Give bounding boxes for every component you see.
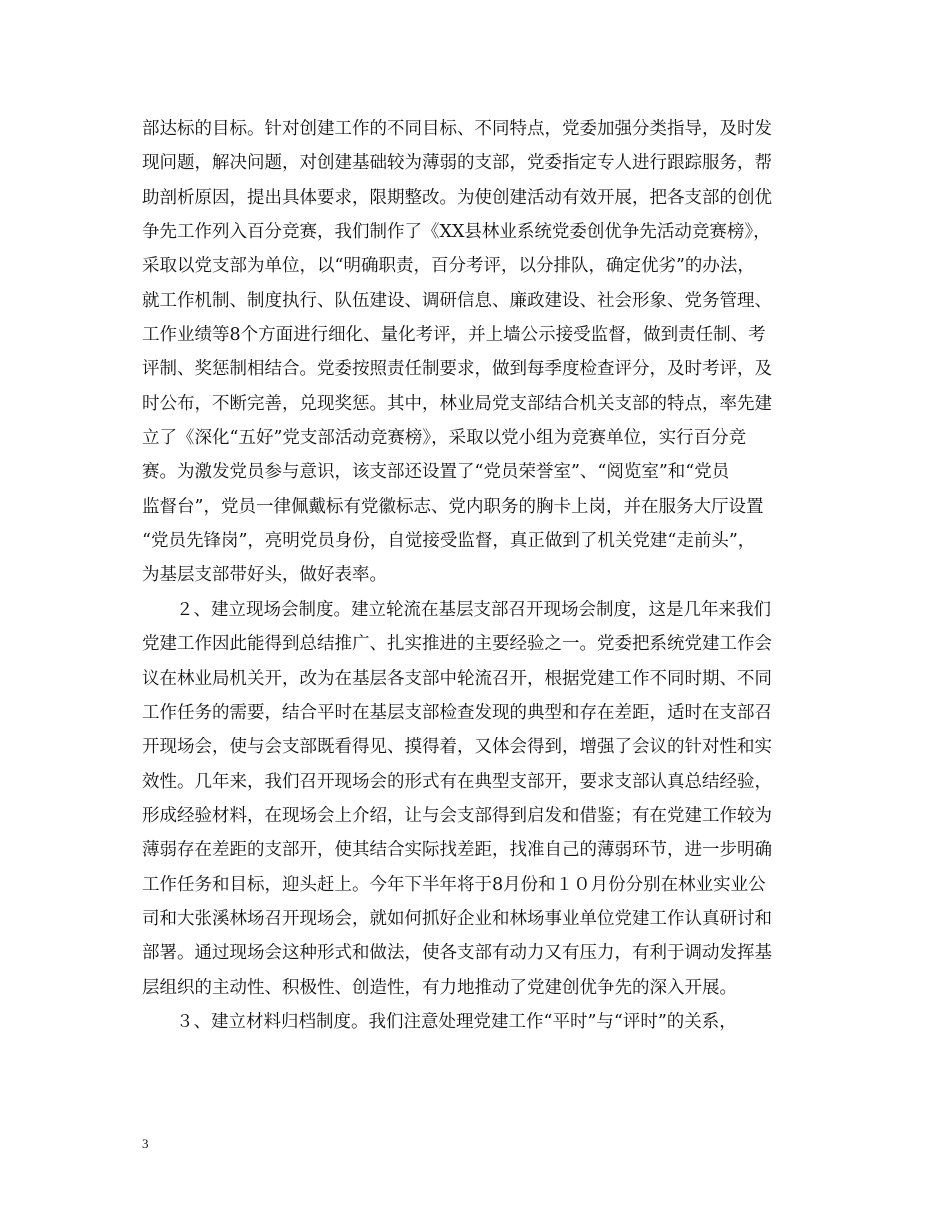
text-line: ３、建立材料归档制度。我们注意处理党建工作“平时”与“评时”的关系， — [176, 1011, 737, 1032]
text-line: 为基层支部带好头，做好表率。 — [142, 565, 387, 586]
text-line: 现问题，解决问题，对创建基础较为薄弱的支部，党委指定专人进行跟踪服务，帮 — [142, 153, 772, 174]
text-line: “党员先锋岗”，亮明党员身份，自觉接受监督，真正做到了机关党建“走前头”， — [142, 531, 756, 552]
text-line: 监督台”，党员一律佩戴标有党徽标志、党内职务的胸卡上岗，并在服务大厅设置 — [142, 496, 764, 517]
text-line: 助剖析原因，提出具体要求，限期整改。为使创建活动有效开展，把各支部的创优 — [142, 187, 772, 208]
text-line: 司和大张溪林场召开现场会，就如何抓好企业和林场事业单位党建工作认真研讨和 — [142, 908, 772, 929]
text-line: 争先工作列入百分竞赛，我们制作了《XX县林业系统党委创优争先活动竞赛榜》， — [142, 222, 771, 243]
text-line: 立了《深化“五好”党支部活动竞赛榜》，采取以党小组为竞赛单位，实行百分竞 — [142, 428, 747, 449]
text-line: 赛。为激发党员参与意识，该支部还设置了“党员荣誉室”、“阅览室”和“党员 — [142, 462, 730, 483]
text-line: 时公布，不断完善，兑现奖惩。其中，林业局党支部结合机关支部的特点，率先建 — [142, 393, 772, 414]
text-line: 薄弱存在差距的支部开，使其结合实际找差距，找准自己的薄弱环节，进一步明确 — [142, 840, 772, 861]
document-body — [142, 112, 822, 1039]
text-line: 开现场会，使与会支部既看得见、摸得着，又体会得到，增强了会议的针对性和实 — [142, 737, 772, 758]
text-line: 评制、奖惩制相结合。党委按照责任制要求，做到每季度检查评分，及时考评，及 — [142, 359, 772, 380]
page-number: 3 — [142, 1136, 149, 1151]
text-line: 形成经验材料，在现场会上介绍，让与会支部得到启发和借鉴；有在党建工作较为 — [142, 805, 772, 826]
text-line: 效性。几年来，我们召开现场会的形式有在典型支部开，要求支部认真总结经验， — [142, 771, 772, 792]
text-line: 党建工作因此能得到总结推广、扎实推进的主要经验之一。党委把系统党建工作会 — [142, 634, 772, 655]
text-line: 议在林业局机关开，改为在基层各支部中轮流召开，根据党建工作不同时期、不同 — [142, 668, 772, 689]
text-line: 层组织的主动性、积极性、创造性，有力地推动了党建创优争先的深入开展。 — [142, 977, 737, 998]
text-line: 部署。通过现场会这种形式和做法，使各支部有动力又有压力，有利于调动发挥基 — [142, 943, 772, 964]
text-line: ２、建立现场会制度。建立轮流在基层支部召开现场会制度，这是几年来我们 — [176, 599, 771, 620]
text-line: 工作任务和目标，迎头赶上。今年下半年将于8月份和１０月份分别在林业实业公 — [142, 874, 766, 895]
text-line: 部达标的目标。针对创建工作的不同目标、不同特点，党委加强分类指导，及时发 — [142, 119, 772, 139]
text-line: 工作任务的需要，结合平时在基层支部检查发现的典型和存在差距，适时在支部召 — [142, 702, 772, 723]
text-line: 采取以党支部为单位，以“明确职责，百分考评，以分排队，确定优劣”的办法， — [142, 256, 755, 277]
text-line: 工作业绩等8个方面进行细化、量化考评，并上墙公示接受监督，做到责任制、考 — [142, 325, 766, 346]
text-line: 就工作机制、制度执行、队伍建设、调研信息、廉政建设、社会形象、党务管理、 — [142, 290, 772, 311]
